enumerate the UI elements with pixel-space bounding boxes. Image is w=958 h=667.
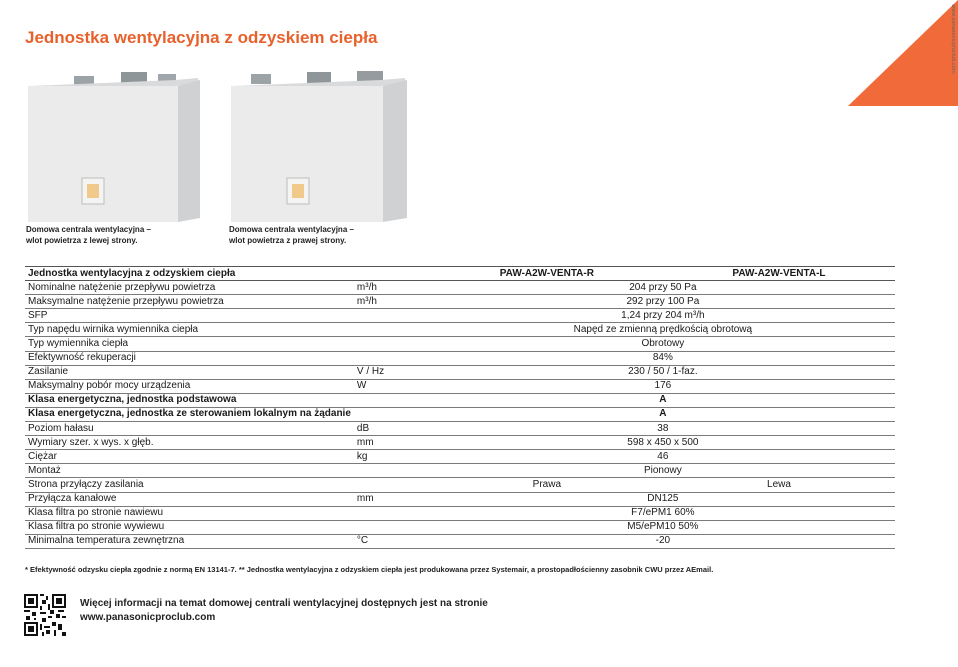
row-label: Wymiary szer. x wys. x głęb. xyxy=(25,436,354,450)
product-image-left-inlet xyxy=(26,66,202,224)
page-title: Jednostka wentylacyjna z odzyskiem ciepła xyxy=(25,28,378,47)
row-value: 1,24 przy 204 m³/h xyxy=(431,309,895,323)
row-unit: m³/h xyxy=(354,281,431,295)
table-row xyxy=(25,379,895,393)
row-label: Klasa filtra po stronie wywiewu xyxy=(25,520,354,534)
row-unit xyxy=(354,506,431,520)
caption-line: wlot powietrza z prawej strony. xyxy=(229,236,347,245)
caption-line: wlot powietrza z lewej strony. xyxy=(26,236,138,245)
row-value: Pionowy xyxy=(431,464,895,478)
table-header-model-r: PAW-A2W-VENTA-R xyxy=(431,267,663,281)
side-url-text: www.panasonicproclub.com xyxy=(950,4,956,74)
row-value: F7/ePM1 60% xyxy=(431,506,895,520)
table-header-model-l: PAW-A2W-VENTA-L xyxy=(663,267,895,281)
row-label: Klasa energetyczna, jednostka podstawowa xyxy=(25,393,354,407)
row-label: Efektywność rekuperacji xyxy=(25,351,354,365)
row-label: Przyłącza kanałowe xyxy=(25,492,354,506)
row-label: Klasa filtra po stronie nawiewu xyxy=(25,506,354,520)
table-row xyxy=(25,464,895,478)
row-value: 230 / 50 / 1-faz. xyxy=(431,365,895,379)
table-row xyxy=(25,422,895,436)
row-value: 46 xyxy=(431,450,895,464)
row-label: Zasilanie xyxy=(25,365,354,379)
row-unit: V / Hz xyxy=(354,365,431,379)
table-row xyxy=(25,295,895,309)
row-value: M5/ePM10 50% xyxy=(431,520,895,534)
table-row xyxy=(25,436,895,450)
row-unit xyxy=(354,393,431,407)
row-label: Minimalna temperatura zewnętrzna xyxy=(25,534,354,548)
row-value: Napęd ze zmienną prędkością obrotową xyxy=(431,323,895,337)
orange-corner-decoration xyxy=(848,0,958,106)
row-value: 38 xyxy=(431,422,895,436)
table-row xyxy=(25,323,895,337)
product-caption-left xyxy=(26,224,186,246)
row-unit: mm xyxy=(354,436,431,450)
row-unit xyxy=(354,309,431,323)
table-row xyxy=(25,506,895,520)
row-unit xyxy=(354,478,431,492)
row-label: Maksymalny pobór mocy urządzenia xyxy=(25,379,354,393)
table-row xyxy=(25,337,895,351)
row-unit: mm xyxy=(354,492,431,506)
row-value: 84% xyxy=(431,351,895,365)
row-label: Klasa energetyczna, jednostka ze sterowaniem lokalnym na żądanie xyxy=(25,407,354,421)
row-value: 598 x 450 x 500 xyxy=(431,436,895,450)
table-row xyxy=(25,534,895,548)
row-value-l: Lewa xyxy=(663,478,895,492)
footnote: * Efektywność odzysku ciepła zgodnie z normą EN 13141-7. ** Jednostka wentylacyjna z odzyskiem ciepła jest produkowana przez Systemair, a prostopadłościenny zasobnik CWU przez AEmail. xyxy=(25,565,714,574)
row-unit xyxy=(354,337,431,351)
row-value: A xyxy=(431,407,895,421)
row-value: DN125 xyxy=(431,492,895,506)
specification-table xyxy=(25,266,895,549)
row-label: Ciężar xyxy=(25,450,354,464)
table-row xyxy=(25,309,895,323)
row-label: Strona przyłączy zasilania xyxy=(25,478,354,492)
row-value-r: Prawa xyxy=(431,478,663,492)
qr-code xyxy=(24,594,66,636)
row-unit xyxy=(354,323,431,337)
table-row xyxy=(25,281,895,295)
table-row xyxy=(25,520,895,534)
more-info-url[interactable]: www.panasonicproclub.com xyxy=(80,612,216,623)
row-unit: dB xyxy=(354,422,431,436)
row-unit xyxy=(354,407,431,421)
row-unit: °C xyxy=(354,534,431,548)
row-value: 176 xyxy=(431,379,895,393)
table-header-label: Jednostka wentylacyjna z odzyskiem ciepła xyxy=(25,267,354,281)
row-label: Typ wymiennika ciepła xyxy=(25,337,354,351)
table-header-unit xyxy=(354,267,431,281)
more-info-text xyxy=(80,597,488,625)
table-row xyxy=(25,351,895,365)
table-row xyxy=(25,450,895,464)
caption-line: Domowa centrala wentylacyjna – xyxy=(26,225,151,234)
table-row xyxy=(25,393,895,407)
row-unit xyxy=(354,351,431,365)
row-unit: m³/h xyxy=(354,295,431,309)
row-value: A xyxy=(431,393,895,407)
row-value: Obrotowy xyxy=(431,337,895,351)
table-row xyxy=(25,492,895,506)
row-value: 292 przy 100 Pa xyxy=(431,295,895,309)
row-value: -20 xyxy=(431,534,895,548)
row-unit: kg xyxy=(354,450,431,464)
table-row xyxy=(25,478,895,492)
row-label: Poziom hałasu xyxy=(25,422,354,436)
row-unit xyxy=(354,520,431,534)
row-label: Nominalne natężenie przepływu powietrza xyxy=(25,281,354,295)
row-label: Typ napędu wirnika wymiennika ciepła xyxy=(25,323,354,337)
row-label: Montaż xyxy=(25,464,354,478)
row-label: SFP xyxy=(25,309,354,323)
table-row xyxy=(25,407,895,421)
more-info-line: Więcej informacji na temat domowej centrali wentylacyjnej dostępnych jest na stronie xyxy=(80,598,488,609)
table-header-row xyxy=(25,267,895,281)
row-unit xyxy=(354,464,431,478)
row-unit: W xyxy=(354,379,431,393)
table-row xyxy=(25,365,895,379)
row-value: 204 przy 50 Pa xyxy=(431,281,895,295)
caption-line: Domowa centrala wentylacyjna – xyxy=(229,225,354,234)
row-label: Maksymalne natężenie przepływu powietrza xyxy=(25,295,354,309)
product-caption-right xyxy=(229,224,389,246)
product-image-right-inlet xyxy=(229,66,411,224)
